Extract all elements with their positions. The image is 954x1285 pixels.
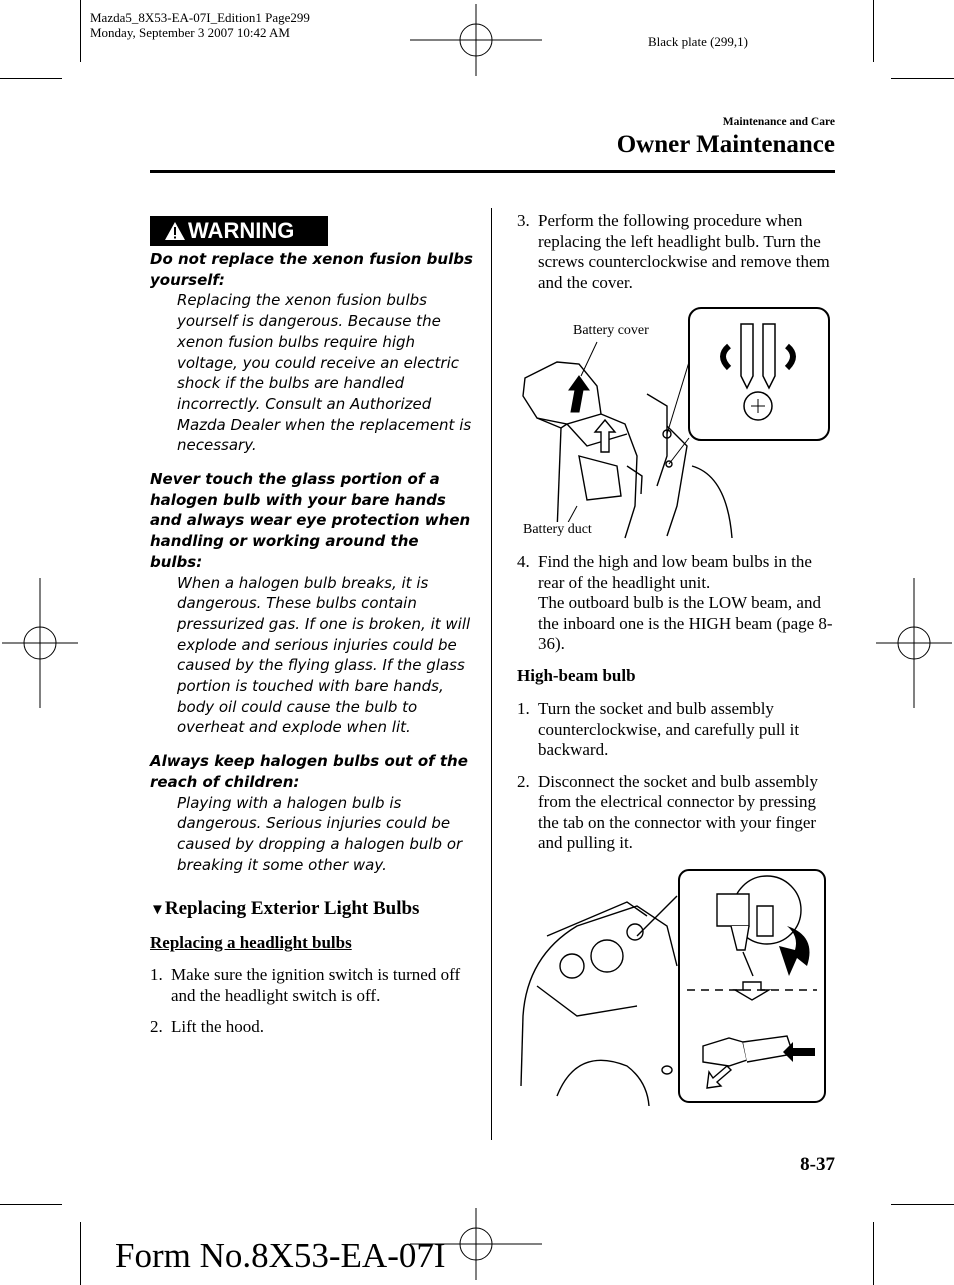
- triangle-down-icon: ▼: [150, 902, 165, 918]
- step-number: 3.: [517, 211, 530, 230]
- high-beam-illustration: [517, 866, 835, 1106]
- warning-badge: [150, 216, 328, 246]
- list-item: [517, 552, 835, 655]
- warning-text: [150, 249, 475, 875]
- high-beam-steps: [517, 699, 835, 865]
- step-text: Lift the hood.: [171, 1017, 265, 1036]
- section-heading-text: Replacing Exterior Light Bulbs: [164, 898, 420, 919]
- warning-triangle-icon: [164, 221, 186, 241]
- warning-body: Replacing the xenon fusion bulbs yourself is dangerous. Because the xenon fusion bulbs require high voltage, you could receive an electric shock if the bulbs are handled incorrectly. Consult an Authorized Mazda Dealer when the replacement is necessary.: [177, 291, 472, 455]
- step-text: Turn the socket and bulb assembly counterclockwise, and carefully pull it backward.: [538, 699, 800, 759]
- list-item: [517, 772, 835, 854]
- battery-cover-illustration: [517, 306, 835, 542]
- step-text: Make sure the ignition switch is turned off and the headlight switch is off.: [171, 965, 461, 1005]
- high-beam-figure: [517, 866, 835, 1106]
- battery-duct-label: Battery duct: [523, 522, 592, 537]
- print-meta-line1: Mazda5_8X53-EA-07I_Edition1 Page299: [90, 10, 310, 25]
- step-number: 2.: [517, 771, 530, 791]
- print-meta-line2: Monday, September 3 2007 10:42 AM: [90, 25, 290, 40]
- list-item: [517, 699, 835, 761]
- battery-cover-label: Battery cover: [573, 323, 649, 338]
- header-rule: [150, 170, 835, 173]
- form-number: Form No.8X53-EA-07I: [115, 1236, 446, 1275]
- step-3: [517, 211, 835, 304]
- step-text: The outboard bulb is the LOW beam, and the inboard one is the HIGH beam (page 8-36).: [538, 593, 833, 653]
- column-divider: [491, 208, 492, 1140]
- list-item: [150, 965, 475, 1006]
- section-heading: [150, 898, 419, 920]
- page-title: Owner Maintenance: [616, 131, 835, 158]
- warning-heading: Always keep halogen bulbs out of the reach of children:: [150, 752, 468, 791]
- step-number: 1.: [150, 965, 163, 984]
- page-number: 8-37: [800, 1154, 835, 1175]
- warning-label: WARNING: [188, 218, 295, 243]
- warning-heading: Never touch the glass portion of a halogen bulb with your bare hands and always wear eye protection when handling or working around the bulbs:: [150, 470, 471, 571]
- step-number: 1.: [517, 699, 530, 718]
- subsection-heading: Replacing a headlight bulbs: [150, 933, 352, 952]
- registration-mark-left: [2, 578, 78, 708]
- step-4: [517, 552, 835, 666]
- registration-mark-right: [876, 578, 952, 708]
- step-text: Find the high and low beam bulbs in the rear of the headlight unit.: [538, 552, 812, 592]
- battery-cover-figure: [517, 306, 835, 542]
- steps-left: [150, 965, 475, 1049]
- warning-body: When a halogen bulb breaks, it is dangerous. These bulbs contain pressurized gas. If one is broken, it will explode and serious injuries could be caused by the flying glass. If the glass portion is touched with bare hands, body oil could cause the bulb to overheat and explode when lit.: [177, 573, 471, 737]
- warning-body: Playing with a halogen bulb is dangerous. Serious injuries could be caused by dropping a halogen bulb or breaking it some other way.: [177, 793, 463, 874]
- step-text: Disconnect the socket and bulb assembly from the electrical connector by pressing the tab on the connector with your finger and pulling it.: [538, 771, 818, 852]
- high-beam-heading: High-beam bulb: [517, 666, 636, 685]
- warning-heading: Do not replace the xenon fusion bulbs yourself:: [150, 250, 473, 289]
- print-meta: [90, 10, 310, 40]
- step-text: Perform the following procedure when replacing the left headlight bulb. Turn the screws counterclockwise and remove them and the cover.: [538, 211, 830, 292]
- black-plate: Black plate (299,1): [648, 34, 748, 49]
- section-label: Maintenance and Care: [722, 116, 835, 128]
- step-number: 4.: [517, 552, 530, 571]
- list-item: [150, 1017, 475, 1038]
- registration-mark-top: [410, 4, 542, 76]
- step-number: 2.: [150, 1017, 163, 1036]
- list-item: [517, 211, 835, 293]
